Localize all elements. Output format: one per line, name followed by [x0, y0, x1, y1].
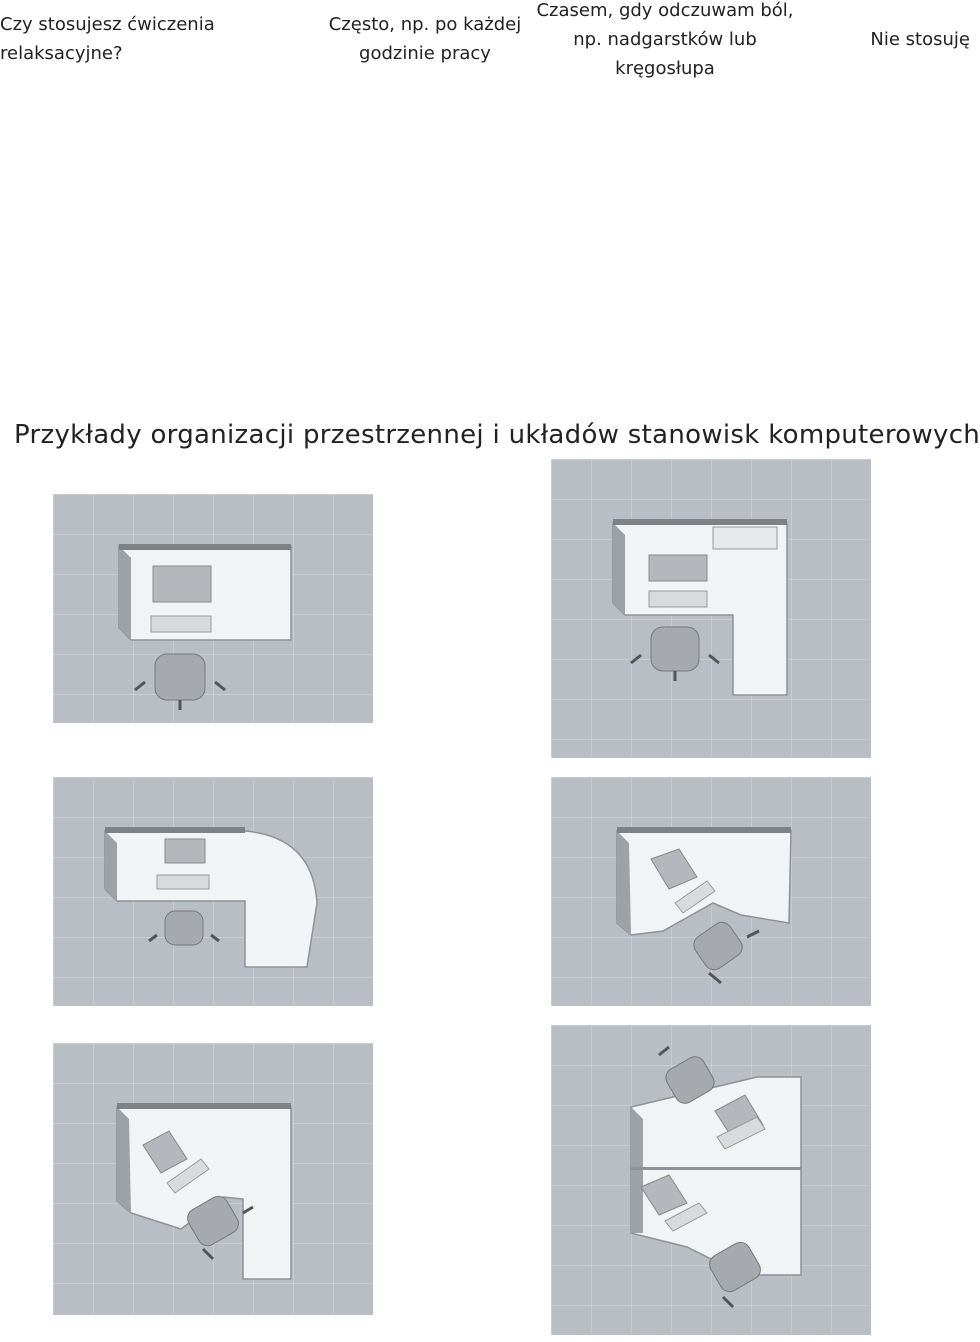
survey-question: Czy stosujesz ćwiczenia relaksacyjne? [0, 14, 215, 64]
monitor-icon [153, 566, 211, 602]
workstation-plan-straight-desk [53, 494, 373, 723]
monitor-icon [165, 839, 205, 863]
workstation-plan-angled-desk [551, 777, 871, 1006]
monitor-icon [649, 555, 707, 581]
workstation-plan-double-workstation [551, 1025, 871, 1335]
chair-icon [651, 627, 699, 671]
chair-icon [165, 911, 203, 945]
workstation-plan-curved-corner-desk [53, 777, 373, 1006]
printer-icon [713, 527, 777, 549]
keyboard-icon [649, 591, 707, 607]
keyboard-icon [157, 875, 209, 889]
keyboard-icon [151, 616, 211, 632]
section-title: Przykłady organizacji przestrzennej i układów stanowisk komputerowych [14, 420, 980, 450]
chair-icon [155, 654, 205, 700]
workstation-plan-l-shaped-desk [551, 459, 871, 758]
workstation-plan-corner-return-desk [53, 1043, 373, 1315]
answer-never: Nie stosuję [870, 29, 970, 50]
answer-often: Często, np. po każdej godzinie pracy [328, 14, 522, 64]
answer-sometimes: Czasem, gdy odczuwam ból, np. nadgarstków lub kręgosłupa [536, 0, 794, 79]
